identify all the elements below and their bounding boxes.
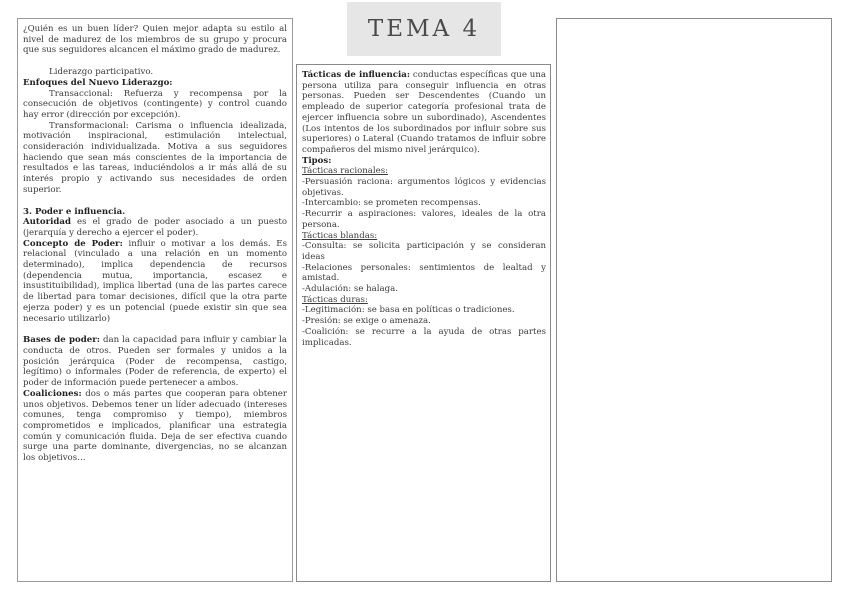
enfoques-heading	[23, 78, 287, 89]
list-item: -Adulación: se halaga.	[302, 284, 399, 295]
tacticas-label: Tácticas de influencia:	[302, 70, 411, 80]
bases-label: Bases de poder:	[23, 335, 100, 346]
tipos-heading	[302, 156, 546, 167]
list-item: -Persuasión raciona: argumentos lógicos y evidencias objetivas.	[302, 177, 546, 198]
section3-heading-label: 3. Poder e influencia.	[23, 206, 126, 217]
list-item: -Coalición: se recurre a la ayuda de otras partes implicadas.	[302, 326, 546, 348]
coaliciones-text: dos o más partes que cooperan para obtener unos objetivos. Debemos tener un líder adecuado (intereses comunes, tenga compromiso y tiempo), miembros comprometidos e implicados, planificar una estrategia común y comunicación fluida. Deja de ser efectiva cuando surge una parte dominante, divergencias, no se alcanzan los objetivos…	[23, 388, 287, 464]
transformacional-paragraph: Transformacional: Carisma o influencia idealizada, motivación inspiracional, estimulación intelectual, consideración individualizada. Motiva a sus seguidores haciendo que sean más conscientes de la importancia de resultados e las tareas, induciéndolos a ir más allá de su interés propio y activando sus necesidades de orden superior.	[23, 120, 287, 195]
left-column-panel	[17, 18, 293, 582]
page-title: TEMA 4	[367, 16, 481, 42]
left-column-text	[23, 24, 287, 464]
blandas-heading: Tácticas blandas:	[302, 230, 378, 241]
enfoques-heading-label: Enfoques del Nuevo Liderazgo:	[23, 77, 173, 88]
bases-text: dan la capacidad para influir y cambiar la conducta de otros. Pueden ser formales y unidos a la posición jerárquica (Poder de recompensa, castigo, legítimo) o informales (Poder de referencia, de experto) el poder de información puede pertenecer a ambos.	[23, 335, 287, 389]
racionales-heading: Tácticas racionales:	[302, 166, 389, 177]
autoridad-label: Autoridad	[23, 217, 71, 228]
spacer	[23, 56, 287, 67]
list-item: -Intercambio: se prometen recompensas.	[302, 198, 481, 209]
duras-heading: Tácticas duras:	[302, 294, 368, 305]
spacer	[23, 196, 287, 207]
list-item: -Legitimación: se basa en políticas o tradiciones.	[302, 305, 515, 316]
participativo-line: Liderazgo participativo.	[49, 67, 154, 78]
concepto-text: influir o motivar a los demás. Es relacional (vinculado a una relación en un momento determinado), implica dependencia de recursos (dependencia mutua, importancia, escasez e insustituibilidad), implica libertad (una de las partes carece de libertad para tomar decisiones, difícil que la otra parte ejerza poder) y es un potencial (puede existir sin que sea necesario utilizarlo)	[23, 238, 287, 324]
tacticas-text: conductas específicas que una persona utiliza para conseguir influencia en otras personas. Pueden ser Descendentes (Cuando un empleado de superior categoría profesional trata de ejercer influencia sobre un subordinado), Ascendentes (Los intentos de los subordinados por influir sobre sus superiores) o Lateral (Cuando tratamos de influir sobre compañeros del mismo nivel jerárquico).	[302, 70, 547, 155]
autoridad-paragraph	[23, 217, 287, 238]
bases-paragraph	[23, 335, 287, 389]
coaliciones-label: Coaliciones:	[23, 388, 82, 399]
intro-paragraph: ¿Quién es un buen líder? Quien mejor adapta su estilo al nivel de madurez de los miembros de su grupo y procura que sus seguidores alcancen el máximo grado de madurez.	[23, 24, 287, 56]
list-item: -Recurrir a aspiraciones: valores, ideales de la otra persona.	[302, 209, 546, 230]
tipos-label: Tipos:	[302, 155, 332, 166]
coaliciones-paragraph	[23, 389, 287, 464]
list-item: -Consulta: se solicita participación y se consideran ideas	[302, 241, 546, 262]
transaccional-paragraph: Transaccional: Refuerza y recompensa por la consecución de objetivos (contingente) y control cuando hay error (dirección por excepción).	[23, 88, 287, 120]
tacticas-paragraph	[302, 70, 546, 156]
concepto-paragraph	[23, 239, 287, 325]
title-banner	[347, 2, 501, 56]
right-column-panel	[556, 18, 832, 582]
spacer	[23, 324, 287, 335]
middle-column-panel	[296, 64, 551, 582]
section3-heading	[23, 207, 287, 218]
concepto-label: Concepto de Poder:	[23, 238, 123, 249]
autoridad-text: es el grado de poder asociado a un puesto (jerarquía y derecho a ejercer el poder).	[23, 217, 287, 238]
middle-column-text	[302, 70, 546, 348]
list-item: -Presión: se exige o amenaza.	[302, 316, 431, 327]
list-item: -Relaciones personales: sentimientos de lealtad y amistad.	[302, 262, 546, 284]
